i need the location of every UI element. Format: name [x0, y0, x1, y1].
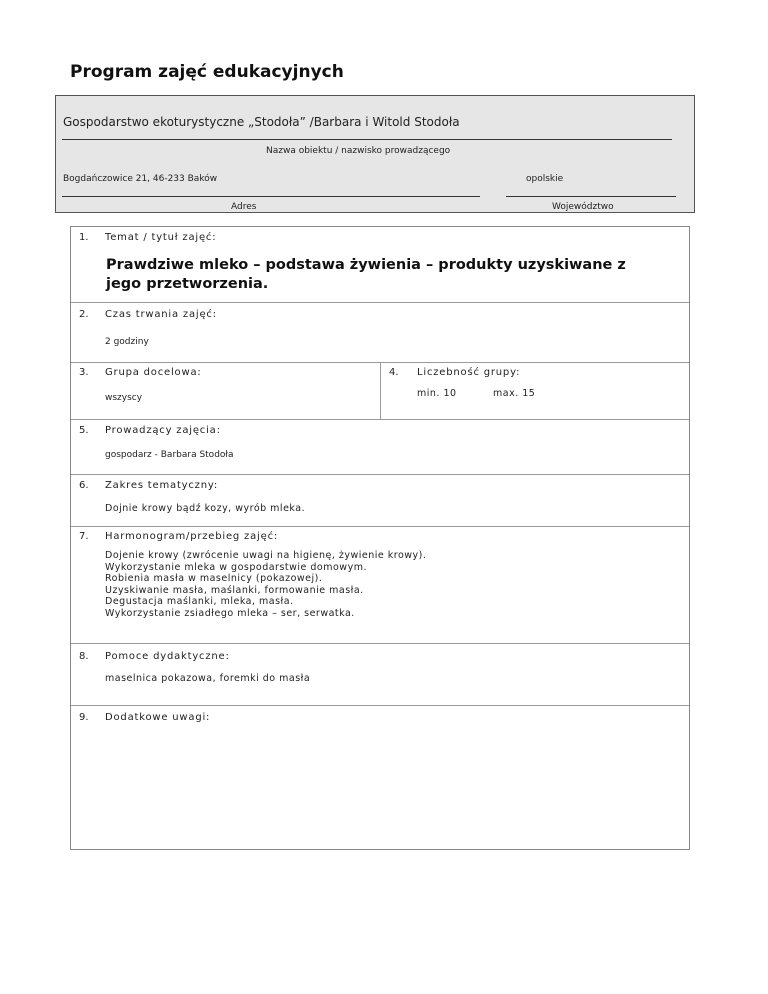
address-caption: Adres — [231, 202, 257, 212]
address-value: Bogdańczowice 21, 46-233 Baków — [63, 174, 218, 184]
voivodeship-value: opolskie — [526, 174, 564, 184]
group-size-min: min. 10 — [417, 388, 457, 399]
facility-name-value: Gospodarstwo ekoturystyczne „Stodoła” /Barbara i Witold Stodoła — [63, 115, 460, 129]
section-6-label: Zakres tematyczny: — [105, 480, 219, 491]
schedule-line: Uzyskiwanie masła, maślanki, formowanie masła. — [105, 584, 364, 596]
column-divider — [380, 362, 381, 419]
topic-title-value: Prawdziwe mleko – podstawa żywienia – produkty uzyskiwane z jego przetworzenia. — [106, 257, 626, 292]
row-divider — [71, 474, 689, 475]
instructor-value: gospodarz - Barbara Stodoła — [105, 450, 234, 460]
section-9-number: 9. — [79, 712, 89, 723]
row-divider — [71, 643, 689, 644]
schedule-line: Degustacja maślanki, mleka, masła. — [105, 596, 294, 607]
page-title: Program zajęć edukacyjnych — [70, 62, 344, 82]
section-7-number: 7. — [79, 531, 89, 542]
section-1-label: Temat / tytuł zajęć: — [105, 232, 217, 243]
section-2-number: 2. — [79, 309, 89, 320]
voivodeship-caption: Województwo — [552, 202, 614, 212]
section-5-number: 5. — [79, 425, 89, 436]
schedule-line: Dojenie krowy (zwrócenie uwagi na higienę, żywienie krowy). — [105, 550, 427, 561]
section-8-number: 8. — [79, 651, 89, 662]
voivodeship-underline — [506, 196, 676, 197]
section-3-number: 3. — [79, 367, 89, 378]
duration-value: 2 godziny — [105, 337, 149, 347]
facility-name-underline — [62, 139, 672, 140]
section-8-label: Pomoce dydaktyczne: — [105, 651, 230, 662]
target-group-value: wszyscy — [105, 393, 143, 403]
section-9-label: Dodatkowe uwagi: — [105, 712, 211, 723]
row-divider — [71, 526, 689, 527]
section-2-label: Czas trwania zajęć: — [105, 309, 217, 320]
section-1-number: 1. — [79, 232, 89, 243]
section-7-label: Harmonogram/przebieg zajęć: — [105, 531, 279, 542]
facility-name-caption: Nazwa obiektu / nazwisko prowadzącego — [266, 146, 451, 156]
schedule-line: Wykorzystanie zsiadłego mleka – ser, serwatka. — [105, 607, 355, 619]
section-5-label: Prowadzący zajęcia: — [105, 425, 221, 436]
schedule-list — [105, 550, 426, 619]
schedule-line: Robienia masła w maselnicy (pokazowej). — [105, 573, 323, 584]
schedule-line: Wykorzystanie mleka w gospodarstwie domowym. — [105, 561, 367, 573]
topic-scope-value: Dojnie krowy bądź kozy, wyrób mleka. — [105, 503, 306, 514]
row-divider — [71, 419, 689, 420]
program-form — [70, 226, 690, 850]
section-6-number: 6. — [79, 480, 89, 491]
row-divider — [71, 302, 689, 303]
teaching-aids-value: maselnica pokazowa, foremki do masła — [105, 673, 311, 684]
group-size-max: max. 15 — [493, 388, 536, 399]
row-divider — [71, 705, 689, 706]
address-underline — [62, 196, 480, 197]
section-4-label: Liczebność grupy: — [417, 367, 521, 378]
section-4-number: 4. — [389, 367, 399, 378]
facility-header-box — [55, 95, 695, 213]
section-3-label: Grupa docelowa: — [105, 367, 202, 378]
